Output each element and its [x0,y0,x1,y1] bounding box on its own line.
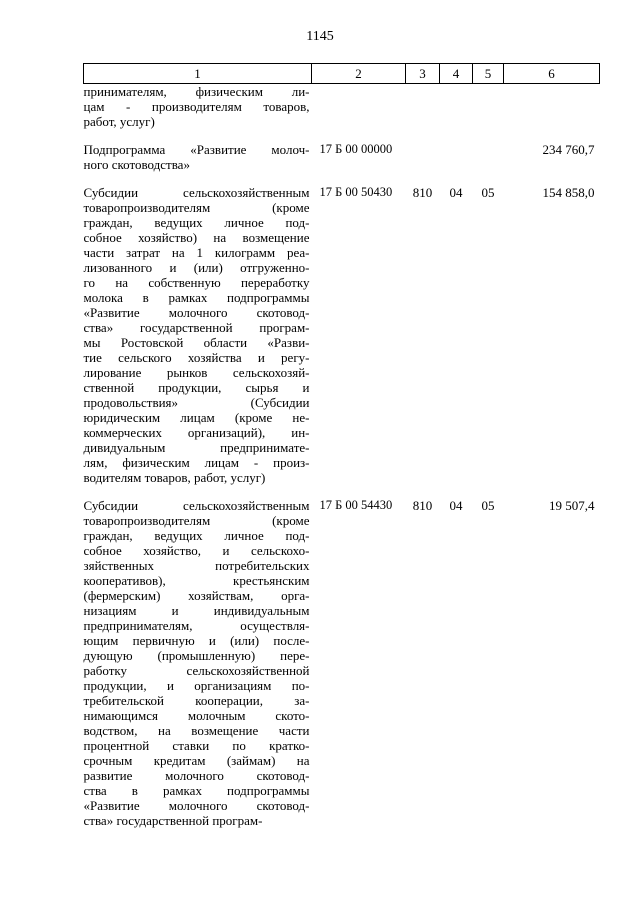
description-line: требительской кооперации, за- [83,693,310,708]
budget-table [83,63,600,828]
description-line: ного скотоводства» [83,157,190,172]
column-header-6: 6 [504,64,600,84]
row-description [84,84,312,130]
description-line: мы Ростовской области «Разви- [83,335,310,350]
description-line: зяйственных потребительских [83,558,310,573]
column-header-3: 3 [406,64,440,84]
table-row [84,498,600,828]
row-section [440,142,473,172]
row-spacer-cell [84,172,600,185]
row-description [84,185,312,485]
description-line: «Развитие молочного скотовод- [83,305,310,320]
description-line: граждан, ведущих личное под- [83,215,310,230]
description-line: товаропроизводителям (кроме [83,200,310,215]
row-subsection: 05 [481,498,495,513]
description-line: собное хозяйство) на возмещение [83,230,310,245]
description-line: товаропроизводителям (кроме [83,513,310,528]
description-line: «Развитие молочного скотовод- [83,798,310,813]
column-header-2: 2 [312,64,406,84]
description-line: молока в рамках подпрограммы [83,290,310,305]
row-subsection [473,142,504,172]
description-line: тие сельского хозяйства и регу- [83,350,310,365]
description-line: работ, услуг) [83,114,155,129]
row-amount [504,84,600,130]
row-target-code [312,84,406,130]
description-line: лям, физическим лицам - произ- [83,455,310,470]
description-line: дующую (промышленную) пере- [83,648,310,663]
description-line: ства в рамках подпрограммы [83,783,310,798]
row-spacer-cell [84,485,600,498]
description-line: процентной ставки по кратко- [83,738,310,753]
description-line: низациям и индивидуальным [83,603,310,618]
description-line: водством, на возмещение части [83,723,310,738]
description-line: граждан, ведущих личное под- [83,528,310,543]
row-description [84,142,312,172]
description-line: продукции, и организациям по- [83,678,310,693]
table-row [84,185,600,485]
description-line: развитие молочного скотовод- [83,768,310,783]
row-spacer [84,129,600,142]
row-spacer [84,172,600,185]
description-line: работку сельскохозяйственной [83,663,310,678]
description-line: юридическим лицам (кроме не- [83,410,310,425]
row-subsection [473,84,504,130]
row-section: 04 [449,498,463,513]
row-target-code: 17 Б 00 54430 [319,498,393,512]
description-line: Субсидии сельскохозяйственным [83,498,310,513]
row-section: 04 [449,185,463,200]
column-header-4: 4 [440,64,473,84]
description-line: коммерческих организаций), ин- [83,425,310,440]
row-spacer [84,485,600,498]
table-row [84,84,600,130]
description-line: части затрат на 1 килограмм реа- [83,245,310,260]
description-line: Субсидии сельскохозяйственным [83,185,310,200]
column-header-1: 1 [84,64,312,84]
table-row [84,142,600,172]
description-line: принимателям, физическим ли- [83,84,310,99]
description-line: ства» государственной програм- [83,813,263,828]
description-line: цам - производителям товаров, [83,99,310,114]
row-expense-type [406,142,440,172]
row-amount: 19 507,4 [549,498,595,513]
row-section [440,84,473,130]
header-row [84,64,600,84]
page-number: 1145 [306,29,334,44]
description-line: собное хозяйство, и сельскохо- [83,543,310,558]
row-expense-type: 810 [412,498,433,513]
description-line: ственной продукции, сырья и [83,380,310,395]
row-target-code: 17 Б 00 00000 [319,142,393,156]
description-line: лирование рынков сельскохозяй- [83,365,310,380]
description-line: ющим первичную и (или) после- [83,633,310,648]
description-line: нимающимся молочным ското- [83,708,310,723]
description-line: водителям товаров, работ, услуг) [83,470,266,485]
description-line: предпринимателям, осуществля- [83,618,310,633]
description-line: кооперативов), крестьянским [83,573,310,588]
description-line: ства» государственной програм- [83,320,310,335]
description-line: срочным кредитам (займам) на [83,753,310,768]
description-line: го на собственную переработку [83,275,310,290]
row-expense-type: 810 [412,185,433,200]
row-expense-type [406,84,440,130]
row-description [84,498,312,828]
description-line: лизованного и (или) отгруженно- [83,260,310,275]
row-target-code: 17 Б 00 50430 [319,185,393,199]
row-amount: 234 760,7 [542,142,595,157]
description-line: продовольствия» (Субсидии [83,395,310,410]
row-subsection: 05 [481,185,495,200]
row-amount: 154 858,0 [542,185,595,200]
description-line: Подпрограмма «Развитие молоч- [83,142,310,157]
row-spacer-cell [84,129,600,142]
column-header-5: 5 [473,64,504,84]
description-line: (фермерским) хозяйствам, орга- [83,588,310,603]
description-line: дивидуальным предпринимате- [83,440,310,455]
